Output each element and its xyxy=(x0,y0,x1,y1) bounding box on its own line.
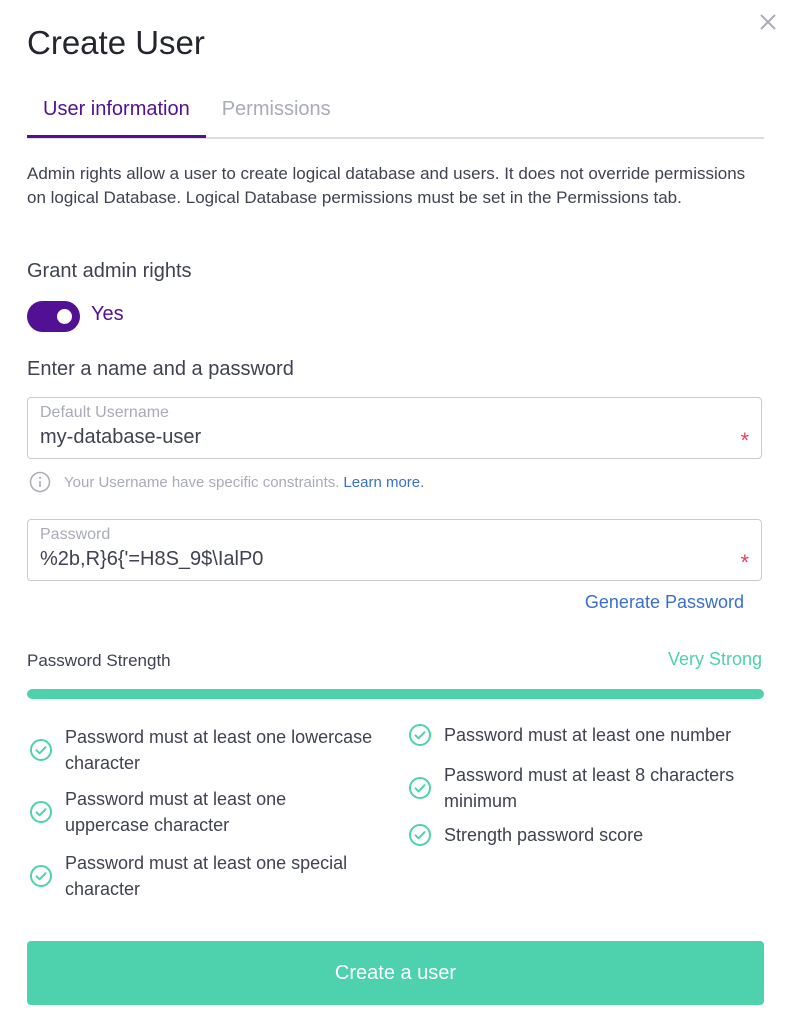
rule-text: Password must at least one number xyxy=(444,725,732,745)
close-icon[interactable] xyxy=(756,10,780,34)
learn-more-link[interactable]: Learn more. xyxy=(343,473,425,491)
admin-rights-heading: Grant admin rights xyxy=(27,260,192,282)
toggle-knob xyxy=(57,309,72,324)
tab-user-information[interactable]: User information xyxy=(27,92,206,138)
generate-password-button[interactable]: Generate Password xyxy=(584,592,744,612)
username-label: Default Username xyxy=(40,404,169,421)
required-marker: * xyxy=(740,550,749,575)
tab-permissions[interactable]: Permissions xyxy=(221,98,331,120)
username-hint-text: Your Username have specific constraints. xyxy=(64,473,340,491)
check-circle-icon xyxy=(408,823,432,847)
password-label: Password xyxy=(40,526,111,543)
check-circle-icon xyxy=(29,738,53,762)
password-field[interactable] xyxy=(27,519,762,581)
check-circle-icon xyxy=(29,800,53,824)
check-circle-icon xyxy=(408,776,432,800)
rule-text: Password must at least 8 characters minimum xyxy=(444,765,735,811)
rule-text: Password must at least one uppercase character xyxy=(65,789,287,835)
rule-special xyxy=(29,850,374,902)
password-strength-label: Password Strength xyxy=(27,651,171,670)
rule-number xyxy=(408,722,758,748)
password-strength-bar xyxy=(27,689,764,699)
password-strength-bar-fill xyxy=(27,689,764,699)
username-hint xyxy=(29,471,424,493)
dialog-title: Create User xyxy=(27,24,205,61)
username-input[interactable] xyxy=(40,426,720,449)
required-marker: * xyxy=(740,428,749,453)
rule-min-length xyxy=(408,762,758,814)
rule-text: Password must at least one special character xyxy=(65,853,348,899)
check-circle-icon xyxy=(408,723,432,747)
password-strength-value: Very Strong xyxy=(667,649,762,669)
info-icon xyxy=(29,471,51,493)
rule-text: Strength password score xyxy=(444,825,644,845)
rule-uppercase xyxy=(29,786,374,838)
admin-rights-toggle[interactable] xyxy=(27,301,80,332)
create-user-button[interactable]: Create a user xyxy=(27,941,764,1005)
tab-bar xyxy=(27,92,764,139)
rule-score xyxy=(408,822,758,848)
password-input[interactable] xyxy=(40,548,720,571)
rule-text: Password must at least one lowercase character xyxy=(65,727,373,773)
admin-toggle-label: Yes xyxy=(91,303,124,325)
check-circle-icon xyxy=(29,864,53,888)
username-field[interactable] xyxy=(27,397,762,459)
rule-lowercase xyxy=(29,724,374,776)
admin-rights-description: Admin rights allow a user to create logical database and users. It does not override permissions on logical Database. Logical Database permissions must be set in the Permissions tab. xyxy=(27,164,746,207)
credentials-heading: Enter a name and a password xyxy=(27,358,294,380)
